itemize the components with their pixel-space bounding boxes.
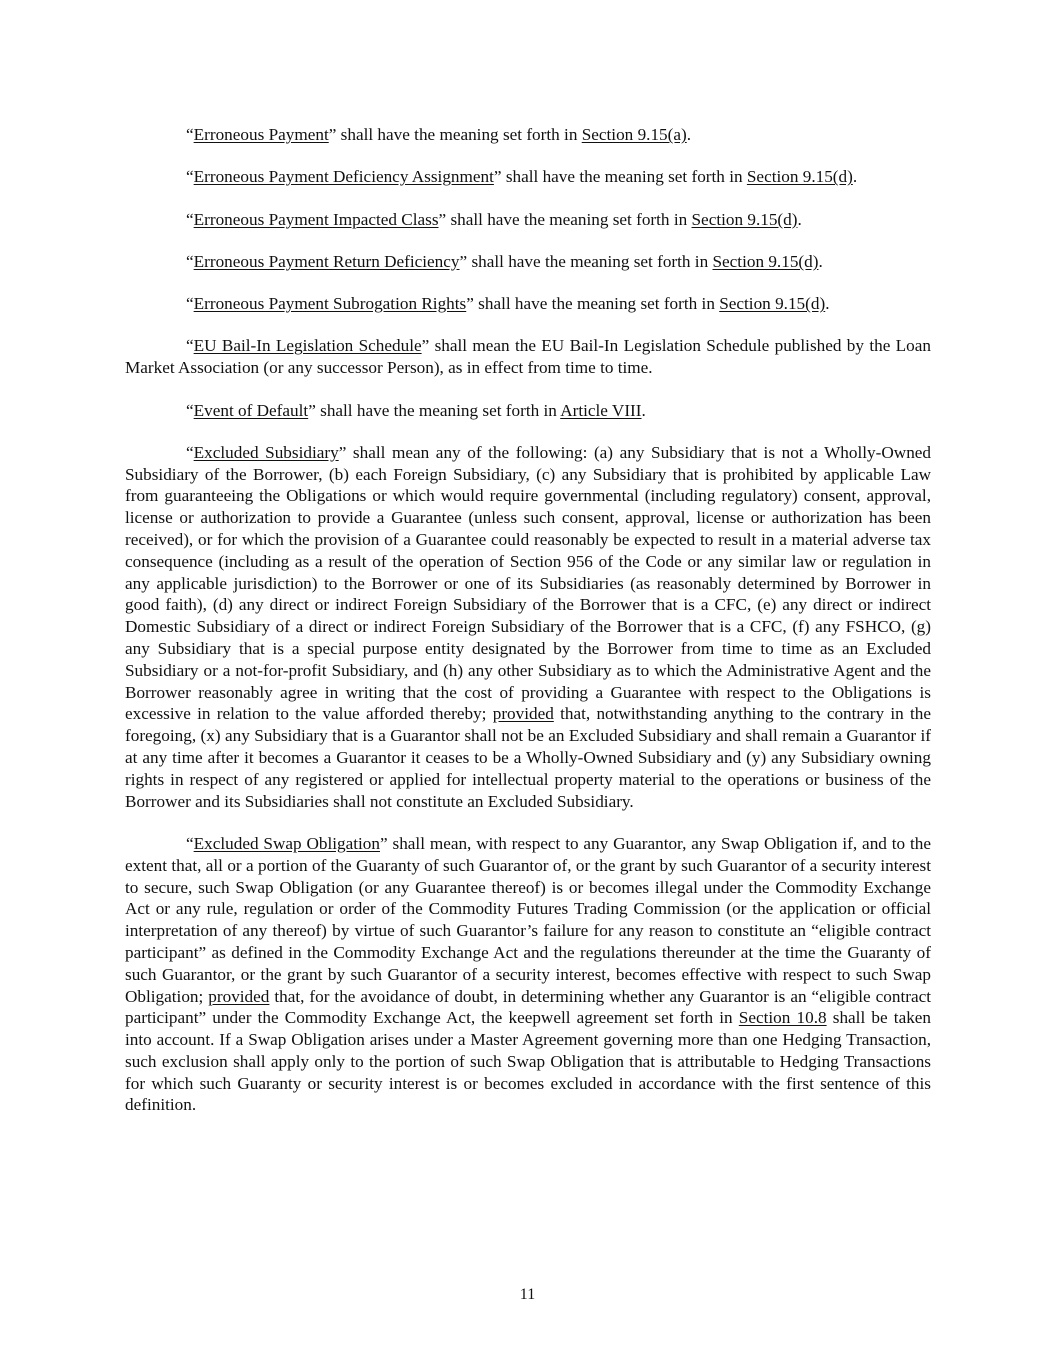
definition-erroneous-payment-deficiency-assignment: “Erroneous Payment Deficiency Assignment” shall have the meaning set forth in Section 9.15(d). bbox=[186, 167, 858, 187]
defined-term: Erroneous Payment bbox=[193, 125, 329, 144]
definition-excluded-subsidiary: “Excluded Subsidiary” shall mean any of the following: (a) any Subsidiary that is not a Wholly-Owned Subsidiary of the Borrower, (b) each Foreign Subsidiary, (c) any Subsidiary that is prohibited by applicable Law from guaranteeing the Obligations or which would require governmental (including regulatory) consent, approval, license or authorization to provide a Guarantee (unless such consent, approval, license or authorization has been received), or for which the provision of a Guarantee could reasonably be expected to result in a material adverse tax consequence (including as a result of the operation of Section 956 of the Code or any similar law or regulation in any applicable jurisdiction) to the Borrower or one of its Subsidiaries (as reasonably determined by Borrower in good faith), (d) any direct or indirect Foreign Subsidiary of the Borrower that is a CFC, (e) any direct or indirect Domestic Subsidiary of a direct or indirect Foreign Subsidiary of the Borrower that is a CFC, (f) any FSHCO, (g) any Subsidiary that is a special purpose entity designated by the Borrower from time to time as an Excluded Subsidiary or a not-for-profit Subsidiary, and (h) any other Subsidiary as to which the Administrative Agent and the Borrower reasonably agree in writing that the cost of providing a Guarantee with respect to the Obligations is excessive in relation to the value afforded thereby; provided that, notwithstanding anything to the contrary in the foregoing, (x) any Subsidiary that is a Guarantor shall not be an Excluded Subsidiary and shall remain a Guarantor if at any time after it becomes a Guarantor it ceases to be a Wholly-Owned Subsidiary and (y) any Subsidiary owning rights in respect of any registered or applied for intellectual property material to the operations or business of the Borrower and its Subsidiaries shall not constitute an Excluded Subsidiary. bbox=[125, 442, 932, 811]
definition-erroneous-payment-impacted-class: “Erroneous Payment Impacted Class” shall have the meaning set forth in Section 9.15(d). bbox=[186, 209, 802, 229]
definition-erroneous-payment-subrogation-rights: “Erroneous Payment Subrogation Rights” shall have the meaning set forth in Section 9.15(d). bbox=[186, 294, 830, 314]
cross-reference: Section 9.15(d) bbox=[719, 294, 826, 314]
provided-term: provided bbox=[208, 986, 270, 1006]
cross-reference: Article VIII bbox=[560, 400, 642, 420]
defined-term: Erroneous Payment Subrogation Rights bbox=[193, 294, 467, 314]
cross-reference: Section 9.15(a) bbox=[581, 125, 687, 144]
page-number: 11 bbox=[519, 1286, 536, 1303]
defined-term: EU Bail-In Legislation Schedule bbox=[193, 336, 422, 356]
cross-reference: Section 10.8 bbox=[738, 1008, 827, 1028]
cross-reference: Section 9.15(d) bbox=[691, 209, 798, 229]
definition-erroneous-payment: “Erroneous Payment” shall have the meaning set forth in Section 9.15(a). bbox=[186, 125, 692, 144]
cross-reference: Section 9.15(d) bbox=[712, 251, 819, 271]
definition-event-of-default: “Event of Default” shall have the meaning set forth in Article VIII. bbox=[186, 400, 646, 420]
cross-reference: Section 9.15(d) bbox=[746, 167, 853, 187]
definition-excluded-swap-obligation: “Excluded Swap Obligation” shall mean, with respect to any Guarantor, any Swap Obligation if, and to the extent that, all or a portion of the Guaranty of such Guarantor of, or the grant by such Guarantor of a security interest to secure, such Swap Obligation (or any Guarantee thereof) is or becomes illegal under the Commodity Exchange Act or any rule, regulation or order of the Commodity Futures Trading Commission (or the application or official interpretation of any thereof) by virtue of such Guarantor’s failure for any reason to constitute an “eligible contract participant” as defined in the Commodity Exchange Act and the regulations thereunder at the time the Guaranty of such Guarantor, or the grant by such Guarantor of a security interest, becomes effective with respect to such Swap Obligation; provided that, for the avoidance of doubt, in determining whether any Guarantor is an “eligible contract participant” under the Commodity Exchange Act, the keepwell agreement set forth in Section 10.8 shall be taken into account. If a Swap Obligation arises under a Master Agreement governing more than one Hedging Transaction, such exclusion shall apply only to the portion of such Swap Obligation that is attributable to Hedging Transactions for which such Guaranty or security interest is or becomes excluded in accordance with the first sentence of this definition. bbox=[125, 833, 932, 1115]
defined-term: Excluded Subsidiary bbox=[193, 442, 339, 462]
defined-term: Erroneous Payment Return Deficiency bbox=[193, 251, 460, 271]
definition-erroneous-payment-return-deficiency: “Erroneous Payment Return Deficiency” shall have the meaning set forth in Section 9.15(d). bbox=[186, 251, 823, 271]
defined-term: Excluded Swap Obligation bbox=[193, 833, 380, 853]
definitions-list bbox=[125, 124, 931, 1137]
defined-term: Erroneous Payment Deficiency Assignment bbox=[193, 167, 494, 187]
provided-term: provided bbox=[492, 704, 554, 724]
defined-term: Event of Default bbox=[193, 400, 309, 420]
defined-term: Erroneous Payment Impacted Class bbox=[193, 209, 439, 229]
definition-eu-bail-in-legislation-schedule: “EU Bail-In Legislation Schedule” shall mean the EU Bail-In Legislation Schedule published by the Loan Market Association (or any successor Person), as in effect from time to time. bbox=[125, 336, 931, 378]
